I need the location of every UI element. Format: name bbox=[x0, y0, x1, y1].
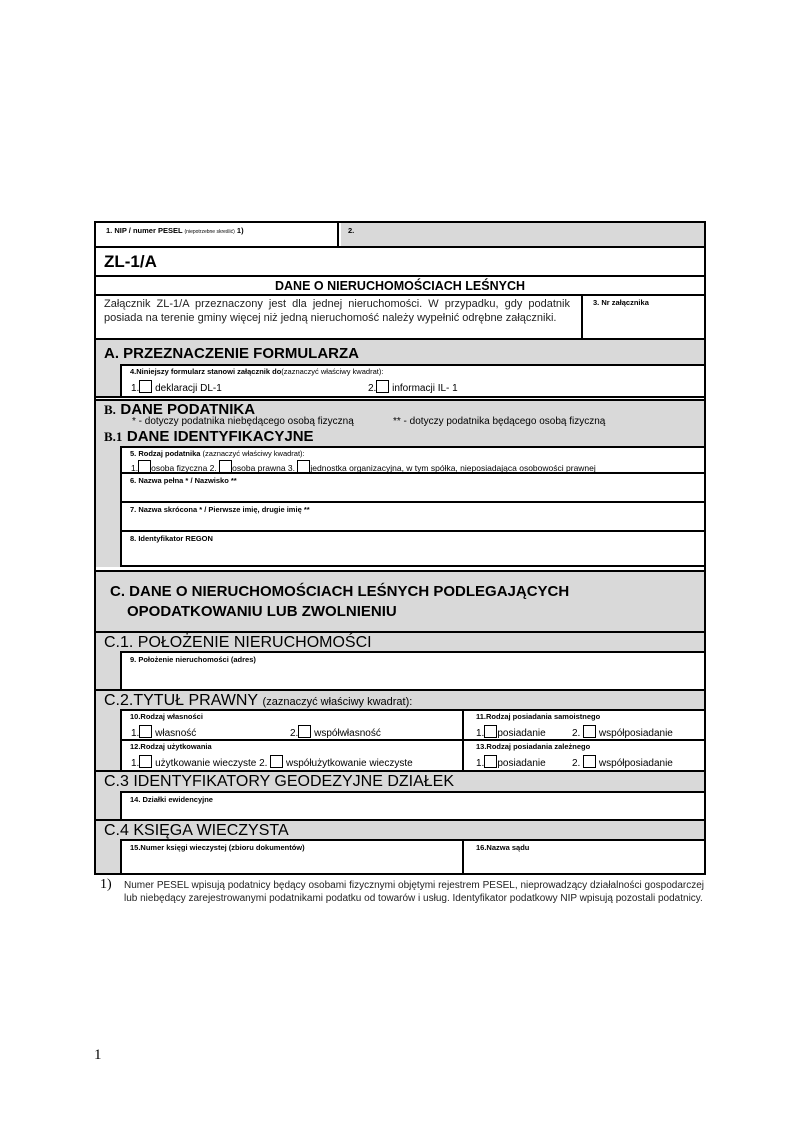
field-8-label: 8. Identyfikator REGON bbox=[130, 534, 213, 543]
field-7-label: 7. Nazwa skrócona * / Pierwsze imię, drugie imię ** bbox=[130, 505, 310, 514]
section-b-note-2: ** - dotyczy podatnika będącego osobą fizyczną bbox=[393, 416, 606, 427]
field-11 bbox=[462, 709, 704, 739]
section-a-header bbox=[96, 340, 704, 364]
field-15-label: 15.Numer księgi wieczystej (zbioru dokumentów) bbox=[130, 843, 305, 852]
field-4 bbox=[120, 364, 704, 396]
checkbox-wspolwlasnosc[interactable] bbox=[298, 725, 311, 738]
form-title: DANE O NIERUCHOMOŚCIACH LEŚNYCH bbox=[274, 279, 525, 293]
nip-label: 1. NIP / numer PESEL bbox=[106, 226, 183, 235]
section-b-title: DANE PODATNIKA bbox=[120, 401, 256, 418]
section-c-title-line2: OPODATKOWANIU LUB ZWOLNIENIU bbox=[127, 603, 397, 620]
field-9-label: 9. Położenie nieruchomości (adres) bbox=[130, 655, 256, 664]
field-13-label: 13.Rodzaj posiadania zależnego bbox=[476, 742, 591, 751]
divider bbox=[96, 396, 704, 398]
option-number: 2. bbox=[572, 728, 581, 739]
field-12 bbox=[120, 739, 462, 770]
option-uzytkowanie-label: użytkowanie wieczyste bbox=[155, 758, 257, 769]
section-c4-header bbox=[96, 819, 704, 839]
field-5 bbox=[120, 446, 704, 472]
section-c2-note: (zaznaczyć właściwy kwadrat): bbox=[262, 696, 413, 708]
section-c1-header bbox=[96, 631, 704, 651]
field-2-label: 2. bbox=[348, 226, 355, 235]
section-b1-title: DANE IDENTYFIKACYJNE bbox=[126, 428, 314, 445]
option-wlasnosc-label: własność bbox=[155, 728, 197, 739]
field-5-note: (zaznaczyć właściwy kwadrat): bbox=[202, 449, 305, 458]
field-6[interactable] bbox=[120, 472, 704, 501]
section-c3-header bbox=[96, 770, 704, 791]
nip-field[interactable] bbox=[96, 223, 339, 246]
option-osoba-prawna-label: osoba prawna 3. bbox=[232, 463, 296, 473]
option-informacja-label: informacji IL- 1 bbox=[392, 383, 458, 394]
field-10-label: 10.Rodzaj własności bbox=[130, 712, 203, 721]
section-c3-title: C.3 IDENTYFIKATORY GEODEZYJNE DZIAŁEK bbox=[104, 773, 455, 790]
option-wspoluzytkowanie-label: współużytkowanie wieczyste bbox=[285, 758, 413, 769]
option-number: 1. bbox=[131, 463, 139, 473]
section-c-header bbox=[96, 572, 704, 631]
footnote-marker: 1) bbox=[100, 877, 112, 892]
field-9[interactable] bbox=[120, 651, 704, 689]
checkbox-posiadanie-samoistne[interactable] bbox=[484, 725, 497, 738]
section-c4-title: C.4 KSIĘGA WIECZYSTA bbox=[104, 822, 289, 839]
field-5-label: 5. Rodzaj podatnika bbox=[130, 449, 201, 458]
section-c2-title: C.2.TYTUŁ PRAWNY bbox=[104, 692, 259, 709]
section-a-title: A. PRZEZNACZENIE FORMULARZA bbox=[104, 345, 359, 362]
intro-text: Załącznik ZL-1/A przeznaczony jest dla jednej nieruchomości. W przypadku, gdy podatnik posiada na terenie gminy więcej niż jedną nieruchomość należy wypełnić odrębne załączniki. bbox=[104, 298, 570, 324]
option-number: 1. bbox=[131, 728, 140, 739]
checkbox-wspolposiadanie-zalezne[interactable] bbox=[583, 755, 596, 768]
footnote-text: Numer PESEL wpisują podatnicy będący osobami fizycznymi objętymi rejestrem PESEL, nieprowadzący działalności gospodarczej lub niebędący zarejestrowanymi podatnikami podatku od towarów i usług. Identyfikator podatkowy NIP wpisują pozostali podatnicy. bbox=[124, 880, 704, 904]
field-7[interactable] bbox=[120, 501, 704, 530]
checkbox-posiadanie-zalezne[interactable] bbox=[484, 755, 497, 768]
field-11-label: 11.Rodzaj posiadania samoistnego bbox=[476, 712, 601, 721]
option-number: 1. bbox=[131, 383, 140, 394]
option-deklaracja-label: deklaracji DL-1 bbox=[155, 383, 222, 394]
form-code: ZL-1/A bbox=[104, 252, 157, 271]
option-osoba-fizyczna-label: osoba fizyczna 2. bbox=[151, 463, 217, 473]
field-16-label: 16.Nazwa sądu bbox=[476, 843, 530, 852]
field-8[interactable] bbox=[120, 530, 704, 567]
field-12-label: 12.Rodzaj użytkowania bbox=[130, 742, 212, 751]
checkbox-informacja[interactable] bbox=[376, 380, 389, 393]
field-13 bbox=[462, 739, 704, 770]
checkbox-wspoluzytkowanie-wieczyste[interactable] bbox=[270, 755, 283, 768]
margin-cell bbox=[96, 709, 120, 770]
nip-footnote-ref: 1) bbox=[236, 226, 244, 235]
field-10 bbox=[120, 709, 462, 739]
checkbox-wspolposiadanie-samoistne[interactable] bbox=[583, 725, 596, 738]
section-b-prefix: B. bbox=[104, 402, 116, 417]
field-4-note: (zaznaczyć właściwy kwadrat): bbox=[281, 367, 384, 376]
margin-cell bbox=[96, 446, 120, 567]
section-c2-header bbox=[96, 689, 704, 709]
section-c1-title: C.1. POŁOŻENIE NIERUCHOMOŚCI bbox=[104, 634, 372, 651]
option-number: 1. bbox=[476, 728, 485, 739]
margin-cell bbox=[96, 651, 120, 689]
margin-cell bbox=[96, 839, 120, 873]
option-number: 2. bbox=[259, 758, 268, 769]
checkbox-uzytkowanie-wieczyste[interactable] bbox=[139, 755, 152, 768]
option-posiadanie-label: posiadanie bbox=[497, 728, 546, 739]
margin-cell bbox=[96, 364, 120, 396]
section-b-note-1: * - dotyczy podatnika niebędącego osobą fizyczną bbox=[132, 416, 354, 427]
nip-note: (niepotrzebne skreślić) bbox=[184, 229, 235, 235]
option-number: 2. bbox=[572, 758, 581, 769]
option-wspolwlasnosc-label: współwłasność bbox=[314, 728, 381, 739]
checkbox-deklaracja[interactable] bbox=[139, 380, 152, 393]
field-14-label: 14. Działki ewidencyjne bbox=[130, 795, 213, 804]
attachment-number-label: 3. Nr załącznika bbox=[593, 298, 649, 307]
option-number: 2. bbox=[368, 383, 377, 394]
section-b1-prefix: B.1 bbox=[104, 429, 123, 444]
margin-cell bbox=[96, 791, 120, 819]
option-jednostka-label: jednostka organizacyjna, w tym spółka, nieposiadająca osobowości prawnej bbox=[310, 463, 596, 473]
option-wspolposiadanie-zalezne-label: współposiadanie bbox=[598, 758, 673, 769]
field-16[interactable] bbox=[462, 839, 704, 873]
option-wspolposiadanie-label: współposiadanie bbox=[598, 728, 673, 739]
field-6-label: 6. Nazwa pełna * / Nazwisko ** bbox=[130, 476, 237, 485]
divider bbox=[96, 275, 704, 277]
option-number: 2. bbox=[290, 728, 299, 739]
field-4-label: 4.Niniejszy formularz stanowi załącznik do bbox=[130, 367, 282, 376]
page-number: 1 bbox=[94, 1047, 102, 1063]
option-number: 1. bbox=[476, 758, 485, 769]
field-15[interactable] bbox=[120, 839, 462, 873]
field-14[interactable] bbox=[120, 791, 704, 819]
section-c-title-line1: C. DANE O NIERUCHOMOŚCIACH LEŚNYCH PODLEGAJĄCYCH bbox=[110, 583, 570, 600]
option-posiadanie-zalezne-label: posiadanie bbox=[497, 758, 546, 769]
divider bbox=[96, 246, 704, 248]
field-2 bbox=[341, 223, 704, 246]
option-number: 1. bbox=[131, 758, 140, 769]
attachment-number-field[interactable] bbox=[581, 294, 704, 338]
checkbox-wlasnosc[interactable] bbox=[139, 725, 152, 738]
section-b-header bbox=[96, 401, 704, 446]
